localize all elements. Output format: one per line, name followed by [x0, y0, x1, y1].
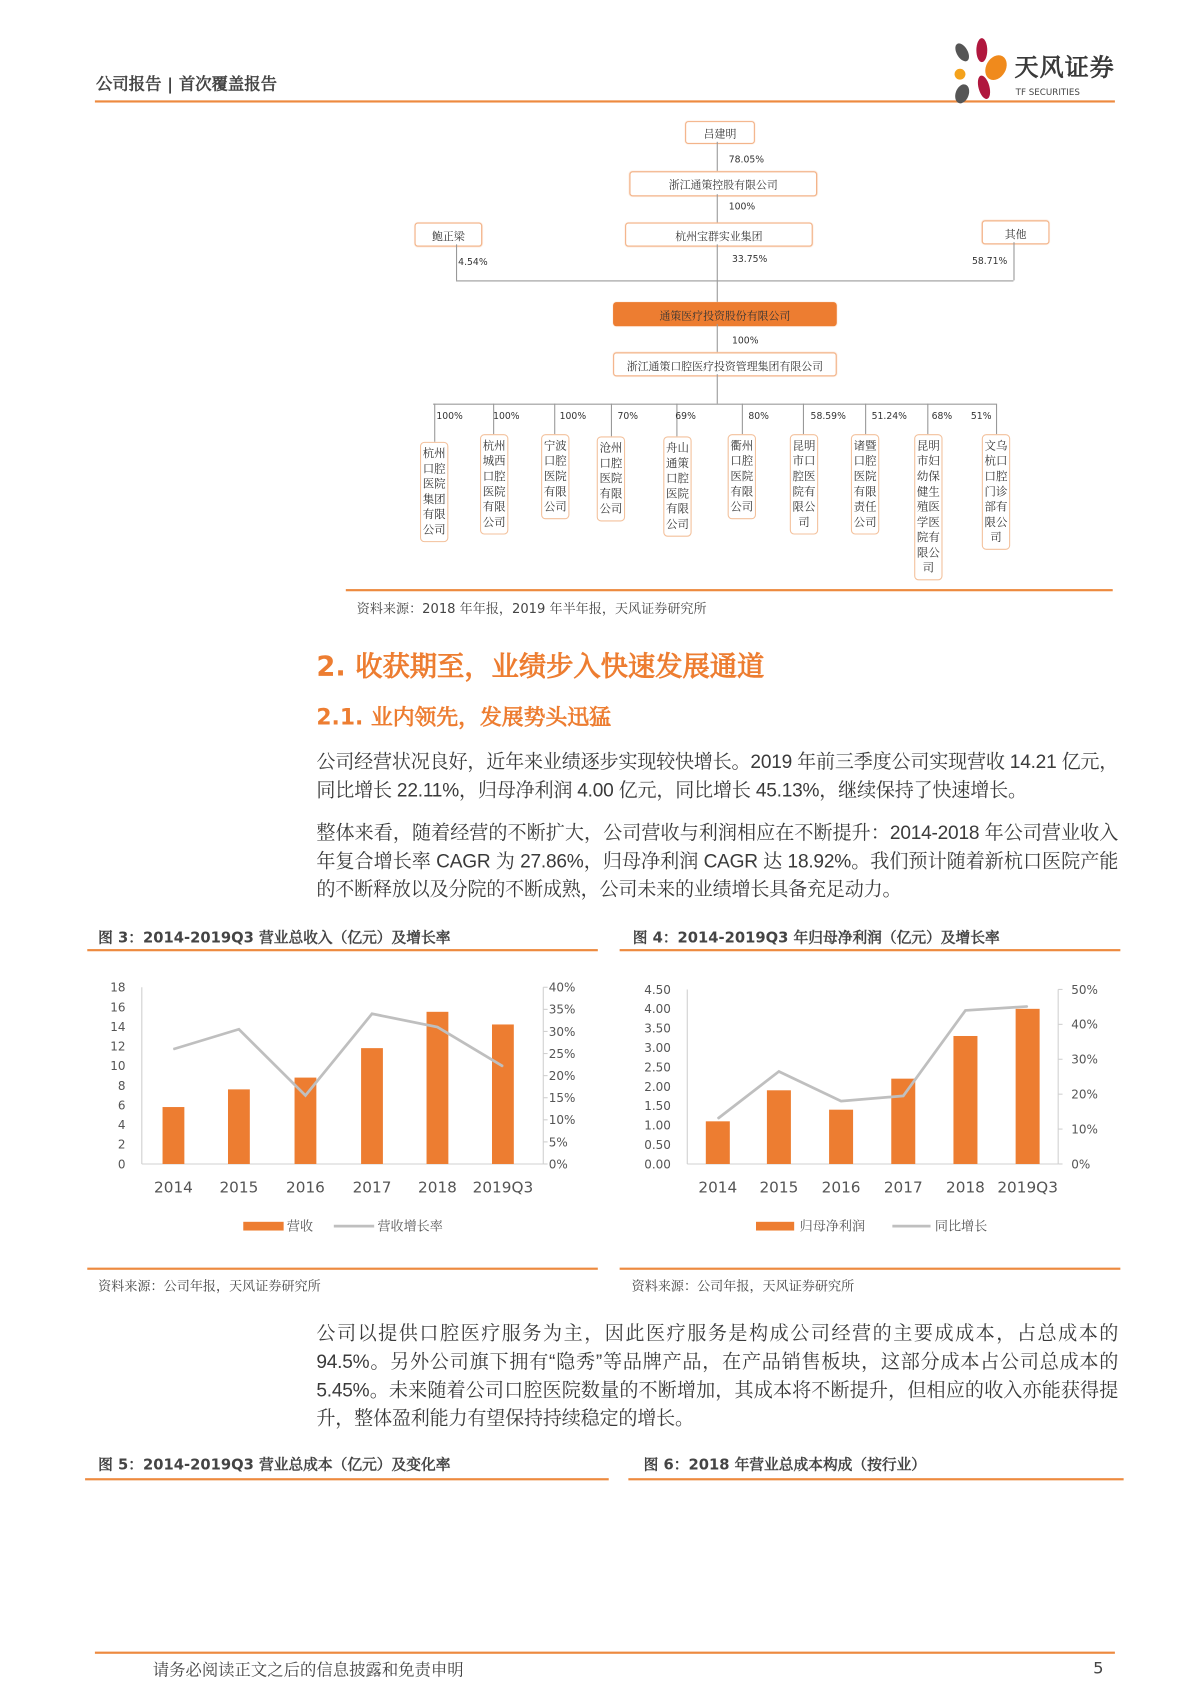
org-child-pct: 70%: [617, 411, 639, 423]
org-pct: 100%: [731, 335, 759, 347]
bar: [228, 1089, 250, 1164]
x-tick-label: 2014: [154, 1178, 193, 1197]
logo-subtitle: TF SECURITIES: [1015, 87, 1080, 98]
x-tick-label: 2018: [418, 1178, 457, 1197]
x-tick-label: 2019Q3: [472, 1178, 534, 1197]
fig6-top-rule: [628, 1478, 1123, 1480]
legend-bar-swatch: [243, 1222, 283, 1231]
y-tick-label: 1.50: [644, 1099, 671, 1114]
org-child-pct: 100%: [493, 411, 520, 423]
y2-tick-label: 25%: [548, 1046, 576, 1061]
growth-point: [305, 1095, 306, 1096]
org-child-pct: 68%: [931, 411, 953, 423]
org-child-pct: 69%: [675, 411, 696, 423]
org-child-pct: 100%: [559, 411, 587, 423]
org-node-left-holder: 鲍正梁: [415, 223, 483, 247]
bar: [492, 1024, 514, 1164]
growth-point: [717, 1118, 718, 1119]
growth-point: [1027, 1006, 1028, 1007]
y-tick-label: 2.50: [644, 1060, 671, 1075]
fig5-title: 图 5：2014-2019Q3 营业总成本（亿元）及变化率: [98, 1456, 451, 1474]
org-node-child-label: 诸暨口腔医院有限责任公司: [853, 439, 877, 530]
org-node-subsidiary: 浙江通策口腔医疗投资管理集团有限公司: [613, 352, 837, 376]
growth-point: [778, 1071, 779, 1072]
paragraph-1: 公司经营状况良好，近年来业绩逐步实现较快增长。2019 年前三季度公司实现营收 14.21 亿元，同比增长 22.11%，归母净利润 4.00 亿元，同比增长 45.13%，继续保持了快速增长。: [316, 750, 1119, 801]
x-tick-label: 2015: [219, 1178, 259, 1197]
org-node-group: 杭州宝群实业集团: [625, 223, 813, 247]
org-pct: 78.05%: [728, 154, 765, 166]
org-node-child-label: 舟山通策口腔医院有限公司: [665, 441, 689, 532]
y-tick-label: 2: [117, 1137, 126, 1152]
y-tick-label: 0.00: [644, 1157, 671, 1172]
fig4-source: 资料来源：公司年报，天风证券研究所: [631, 1278, 855, 1294]
y2-tick-label: 0%: [548, 1157, 568, 1172]
growth-line: [173, 1014, 502, 1096]
page-number: 5: [1093, 1658, 1104, 1678]
org-node-right-holder: 其他: [982, 220, 1050, 244]
y2-tick-label: 35%: [548, 1002, 576, 1017]
legend-bar-label: 营收: [286, 1219, 314, 1235]
y2-tick-label: 0%: [1071, 1157, 1091, 1172]
org-pct: 100%: [728, 201, 756, 213]
org-node-child-label: 衢州口腔医院有限公司: [730, 439, 754, 514]
report-type-label: 公司报告 | 首次覆盖报告: [95, 74, 278, 94]
org-node-child-label: 文乌杭口口腔门诊部有限公司: [984, 439, 1008, 545]
growth-line: [718, 1006, 1028, 1118]
y2-tick-label: 40%: [1071, 1017, 1098, 1032]
bar: [295, 1078, 317, 1164]
org-node-child-label: 杭州城西口腔医院有限公司: [482, 439, 506, 530]
y2-tick-label: 5%: [548, 1135, 568, 1150]
bar: [829, 1110, 853, 1164]
org-child-pct: 100%: [436, 411, 463, 423]
growth-point: [371, 1013, 372, 1014]
y-tick-label: 4.00: [644, 1002, 671, 1017]
y2-tick-label: 20%: [1071, 1087, 1098, 1102]
fig4-title: 图 4：2014-2019Q3 年归母净利润（亿元）及增长率: [632, 929, 1000, 947]
y2-tick-label: 40%: [548, 980, 576, 995]
legend-line-label: 同比增长: [934, 1219, 988, 1235]
growth-point: [173, 1049, 174, 1050]
y2-tick-label: 50%: [1071, 982, 1098, 997]
y-tick-label: 3.50: [644, 1021, 671, 1036]
paragraph-2: 整体来看，随着经营的不断扩大，公司营收与利润相应在不断提升：2014-2018 年公司营业收入年复合增长率 CAGR 为 27.86%，归母净利润 CAGR 达 18.92%。我们预计随着新杭口医院产能的不断释放以及分院的不断成熟，公司未来的业绩增长具备充足动力。: [316, 821, 1119, 900]
fig6-title: 图 6：2018 年营业总成本构成（按行业）: [643, 1456, 927, 1474]
y-tick-label: 18: [110, 980, 126, 995]
footer-disclaimer: 请务必阅读正文之后的信息披露和免责申明: [152, 1660, 464, 1680]
y-tick-label: 3.00: [644, 1040, 671, 1055]
y-tick-label: 10: [110, 1059, 126, 1074]
x-tick-label: 2016: [286, 1178, 325, 1197]
bar: [1016, 1009, 1040, 1164]
fig3-bottom-rule: [87, 1268, 598, 1270]
org-node-child-label: 沧州口腔医院有限公司: [599, 441, 623, 516]
bar: [706, 1121, 730, 1164]
subsection-heading: 2.1. 业内领先，发展势头迅猛: [316, 703, 611, 730]
bar: [427, 1012, 449, 1164]
legend-bar-label: 归母净利润: [799, 1219, 866, 1235]
y2-tick-label: 30%: [1071, 1052, 1098, 1067]
bar: [361, 1048, 383, 1164]
legend-bar-swatch: [756, 1222, 794, 1231]
y2-tick-label: 30%: [548, 1024, 576, 1039]
y-tick-label: 12: [110, 1039, 126, 1054]
org-child-pct: 80%: [748, 411, 769, 423]
fig3-source: 资料来源：公司年报，天风证券研究所: [98, 1278, 321, 1294]
paragraph-3: 公司以提供口腔医疗服务为主，因此医疗服务是构成公司经营的主要成成本，占总成本的 94.5%。另外公司旗下拥有“隐秀”等品牌产品，在产品销售板块，这部分成本占公司总成本的 5.45%。未来随着公司口腔医院数量的不断增加，其成本将不断提升，但相应的收入亦能获得提升，整体盈利能力有望保持持续稳定的增长。: [316, 1322, 1119, 1430]
y-tick-label: 8: [117, 1078, 126, 1093]
y-tick-label: 6: [117, 1098, 126, 1113]
x-tick-label: 2014: [698, 1178, 738, 1197]
y-tick-label: 0.50: [644, 1137, 671, 1152]
fig3-title: 图 3：2014-2019Q3 营业总收入（亿元）及增长率: [98, 929, 451, 947]
y2-tick-label: 10%: [548, 1113, 576, 1128]
y2-tick-label: 15%: [548, 1091, 576, 1106]
bar: [953, 1036, 977, 1164]
x-tick-label: 2018: [946, 1178, 985, 1197]
org-node-child-label: 宁波口腔医院有限公司: [543, 439, 567, 514]
growth-point: [502, 1066, 503, 1067]
growth-point: [841, 1101, 842, 1102]
y-tick-label: 16: [110, 1000, 126, 1015]
org-node-top-person: 吕建明: [685, 121, 755, 144]
growth-point: [238, 1029, 239, 1030]
y-tick-label: 14: [110, 1019, 126, 1034]
bar: [163, 1107, 185, 1164]
y-tick-label: 1.00: [644, 1118, 671, 1133]
org-child-pct: 58.59%: [810, 411, 846, 423]
y2-tick-label: 20%: [548, 1068, 576, 1083]
x-tick-label: 2015: [759, 1178, 799, 1197]
fig4-bottom-rule: [620, 1268, 1121, 1270]
y-tick-label: 0: [117, 1157, 126, 1172]
legend-line-label: 营收增长率: [377, 1219, 443, 1235]
org-child-pct: 51.24%: [871, 411, 907, 423]
bar: [891, 1079, 915, 1164]
y2-tick-label: 10%: [1071, 1122, 1098, 1137]
growth-point: [437, 1026, 438, 1027]
org-node-child-label: 杭州口腔医院集团有限公司: [422, 447, 446, 537]
x-tick-label: 2017: [883, 1178, 923, 1197]
org-pct: 33.75%: [731, 254, 768, 266]
org-pct: 4.54%: [458, 257, 488, 269]
growth-point: [903, 1095, 904, 1096]
x-tick-label: 2019Q3: [997, 1178, 1058, 1197]
growth-point: [965, 1010, 966, 1011]
org-pct: 58.71%: [971, 256, 1008, 268]
section-heading: 2. 收获期至，业绩步入快速发展通道: [316, 650, 765, 682]
y-tick-label: 4.50: [644, 982, 671, 997]
x-tick-label: 2017: [352, 1178, 392, 1197]
x-tick-label: 2016: [821, 1178, 861, 1197]
org-node-child-label: 昆明市妇幼保健生殖医学医院有限公司: [916, 439, 940, 575]
logo-name: 天风证券: [1014, 54, 1115, 82]
org-node-holding: 浙江通策控股有限公司: [629, 171, 817, 196]
org-node-child-label: 昆明市口腔医院有限公司: [792, 439, 816, 530]
org-chart-source: 资料来源：2018 年年报，2019 年半年报，天风证券研究所: [356, 601, 707, 617]
footer-rule: [95, 1652, 1115, 1654]
bar: [767, 1090, 791, 1164]
y-tick-label: 4: [117, 1118, 126, 1133]
org-node-company: 通策医疗投资股份有限公司: [613, 302, 837, 326]
org-child-pct: 51%: [970, 411, 992, 423]
y-tick-label: 2.00: [644, 1079, 671, 1094]
fig5-top-rule: [85, 1478, 609, 1480]
